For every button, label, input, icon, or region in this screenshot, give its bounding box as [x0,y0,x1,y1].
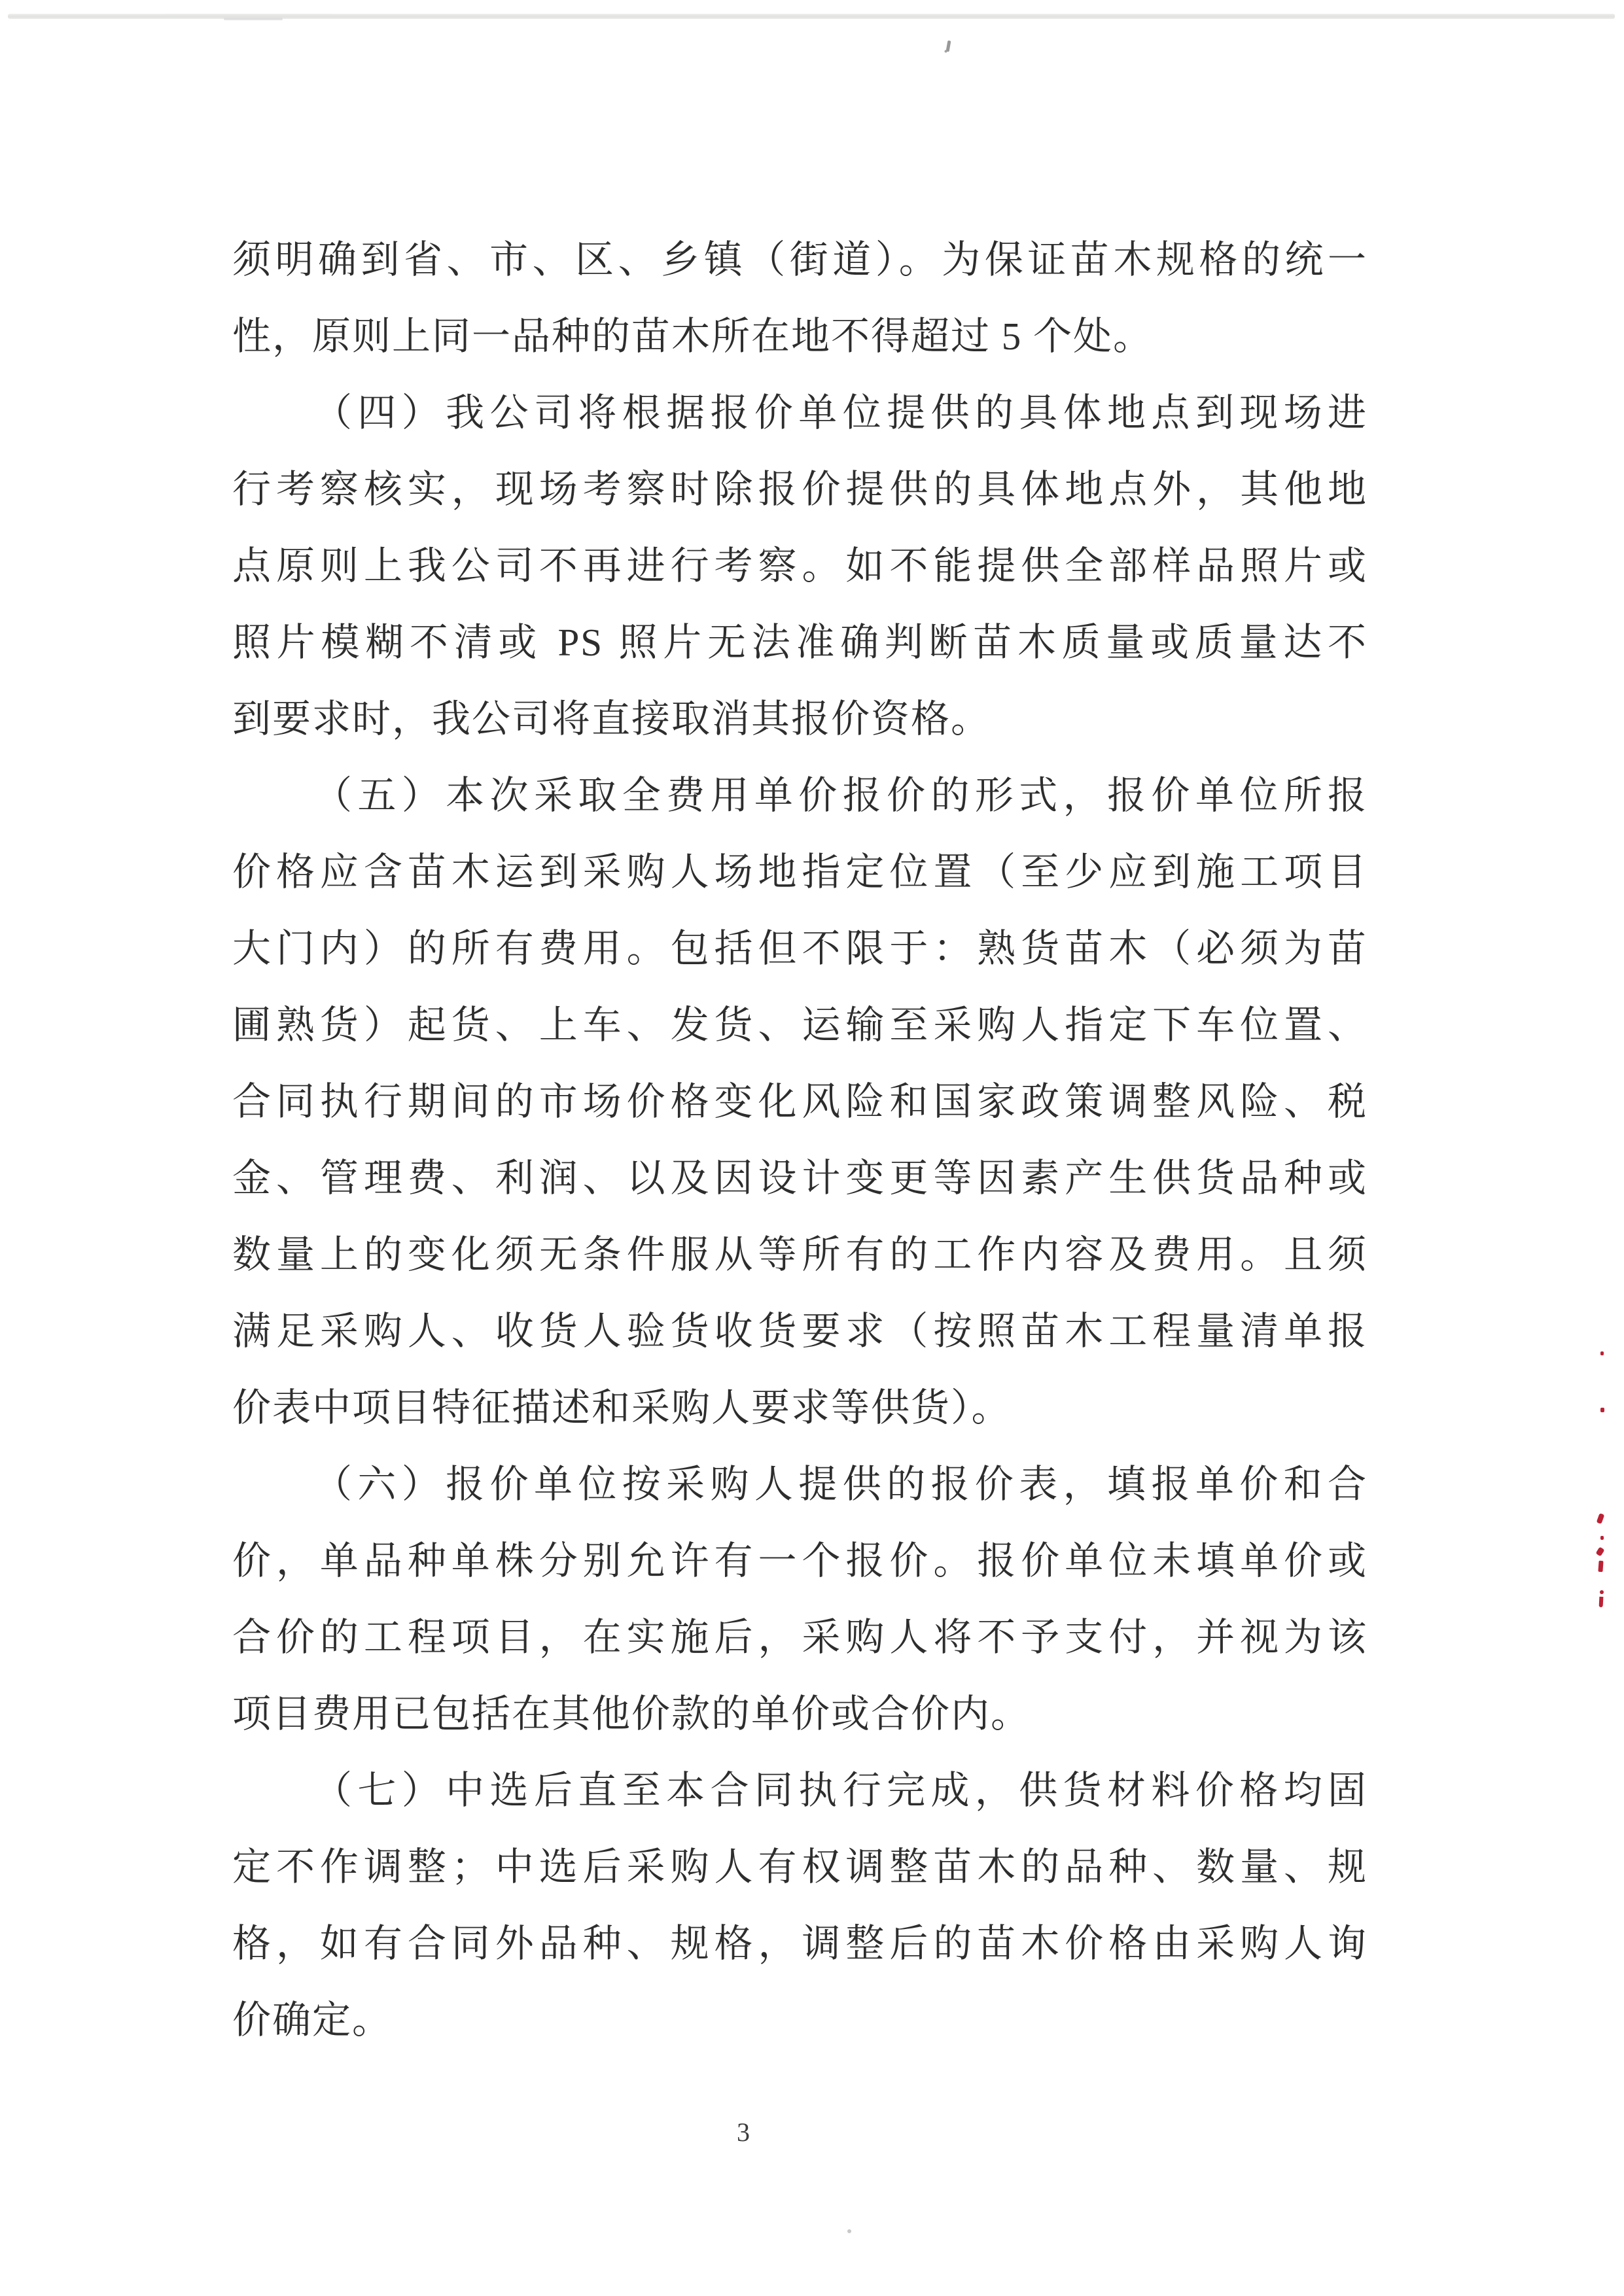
scan-speck-artifact [847,2229,851,2233]
red-stamp-fragment [1599,1597,1604,1607]
text-line-paragraph-5-start: （五）本次采取全费用单价报价的形式，报价单位所报 [313,774,1368,817]
text-line: 照片模糊不清或 PS 照片无法准确判断苗木质量或质量达不 [232,621,1368,664]
red-stamp-fragment [1600,1408,1604,1412]
text-line: 行考察核实，现场考察时除报价提供的具体地点外，其他地 [232,468,1368,511]
red-stamp-fragment [1600,1536,1604,1540]
red-stamp-fragment [1600,1590,1604,1594]
ink-tick-artifact [946,41,951,52]
text-line: 格，如有合同外品种、规格，调整后的苗木价格由采购人询 [232,1922,1368,1965]
text-line: 到要求时，我公司将直接取消其报价资格。 [232,697,991,740]
text-line-paragraph-6-start: （六）报价单位按采购人提供的报价表，填报单价和合 [313,1463,1368,1506]
text-line: 性，原则上同一品种的苗木所在地不得超过 5 个处。 [232,315,1154,358]
text-line: 项目费用已包括在其他价款的单价或合价内。 [232,1692,1031,1735]
text-line: 价格应含苗木运到采购人场地指定位置（至少应到施工项目 [232,850,1368,894]
scanner-edge-artifact [8,14,1615,19]
text-line: 数量上的变化须无条件服从等所有的工作内容及费用。且须 [232,1233,1368,1276]
text-line: 合同执行期间的市场价格变化风险和国家政策调整风险、税 [232,1080,1368,1123]
red-stamp-fragment [1596,1547,1605,1557]
text-line: 价，单品种单株分别允许有一个报价。报价单位未填单价或 [232,1539,1368,1582]
text-line: 金、管理费、利润、以及因设计变更等因素产生供货品种或 [232,1157,1368,1200]
text-line: 合价的工程项目，在实施后，采购人将不予支付，并视为该 [232,1616,1368,1659]
text-line: 价表中项目特征描述和采购人要求等供货）。 [232,1386,1012,1429]
text-line: 定不作调整；中选后采购人有权调整苗木的品种、数量、规 [232,1845,1368,1888]
document-body [232,222,1368,2059]
text-line-paragraph-4-start: （四）我公司将根据报价单位提供的具体地点到现场进 [313,391,1368,434]
text-line: 须明确到省、市、区、乡镇（街道）。为保证苗木规格的统一 [232,238,1368,281]
text-line: 价确定。 [232,1998,393,2042]
red-stamp-fragment [1600,1351,1604,1355]
text-line: 点原则上我公司不再进行考察。如不能提供全部样品照片或 [232,544,1368,587]
text-line: 大门内）的所有费用。包括但不限于：熟货苗木（必须为苗 [232,927,1368,970]
text-line: 圃熟货）起货、上车、发货、运输至采购人指定下车位置、 [232,1003,1368,1047]
red-stamp-fragment [1598,1561,1603,1572]
text-line-paragraph-7-start: （七）中选后直至本合同执行完成，供货材料价格均固 [313,1769,1368,1812]
page-number: 3 [737,2117,750,2147]
red-stamp-fragment [1597,1513,1605,1524]
text-line: 满足采购人、收货人验货收货要求（按照苗木工程量清单报 [232,1310,1368,1353]
